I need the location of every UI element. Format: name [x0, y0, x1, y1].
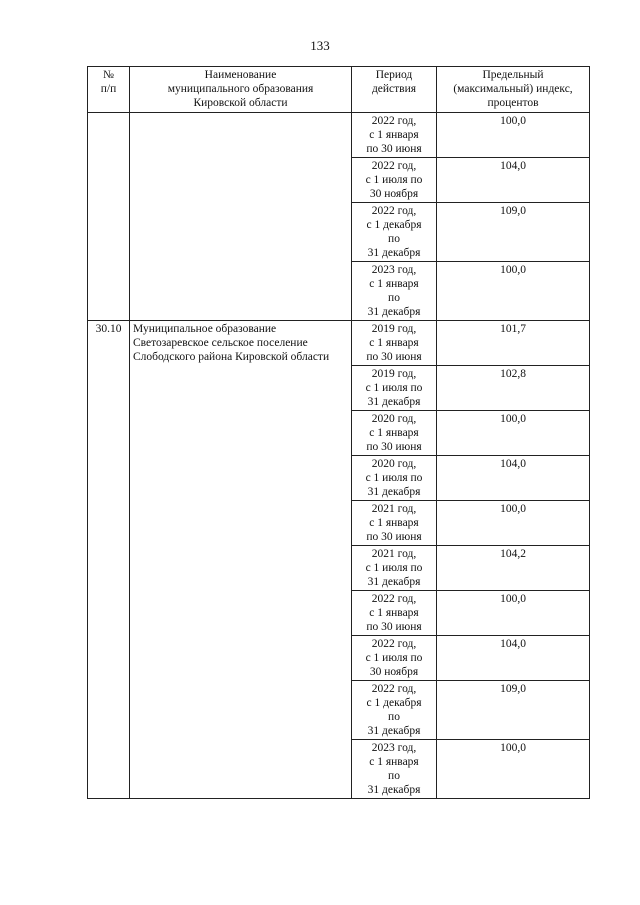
index-value-cell: 100,0	[437, 591, 590, 636]
period-cell: 2020 год, с 1 января по 30 июня	[352, 411, 437, 456]
period-cell: 2022 год, с 1 декабря по 31 декабря	[352, 681, 437, 740]
period-cell: 2022 год, с 1 декабря по 31 декабря	[352, 203, 437, 262]
period-cell: 2021 год, с 1 июля по 31 декабря	[352, 546, 437, 591]
period-cell: 2022 год, с 1 июля по 30 ноября	[352, 158, 437, 203]
header-number: № п/п	[88, 67, 130, 113]
index-value-cell: 100,0	[437, 262, 590, 321]
period-cell: 2019 год, с 1 января по 30 июня	[352, 321, 437, 366]
index-value-cell: 104,0	[437, 456, 590, 501]
table-row	[88, 321, 590, 366]
index-value-cell: 104,0	[437, 158, 590, 203]
index-value-cell: 102,8	[437, 366, 590, 411]
index-value-cell: 100,0	[437, 113, 590, 158]
index-value-cell: 101,7	[437, 321, 590, 366]
page-number: 133	[310, 38, 330, 53]
row-number	[88, 113, 130, 321]
period-cell: 2022 год, с 1 января по 30 июня	[352, 591, 437, 636]
header-period: Период действия	[352, 67, 437, 113]
table-body	[88, 113, 590, 799]
index-value-cell: 109,0	[437, 681, 590, 740]
index-value-cell: 100,0	[437, 411, 590, 456]
municipality-name: Муниципальное образование Светозаревское сельское поселение Слободского района Кировской области	[130, 321, 352, 799]
period-cell: 2022 год, с 1 июля по 30 ноября	[352, 636, 437, 681]
period-cell: 2022 год, с 1 января по 30 июня	[352, 113, 437, 158]
period-cell: 2019 год, с 1 июля по 31 декабря	[352, 366, 437, 411]
period-cell: 2020 год, с 1 июля по 31 декабря	[352, 456, 437, 501]
period-cell: 2023 год, с 1 января по 31 декабря	[352, 262, 437, 321]
index-value-cell: 100,0	[437, 740, 590, 799]
period-cell: 2023 год, с 1 января по 31 декабря	[352, 740, 437, 799]
table-row	[88, 113, 590, 158]
period-cell: 2021 год, с 1 января по 30 июня	[352, 501, 437, 546]
index-value-cell: 100,0	[437, 501, 590, 546]
index-value-cell: 104,0	[437, 636, 590, 681]
index-value-cell: 104,2	[437, 546, 590, 591]
row-number: 30.10	[88, 321, 130, 799]
tariff-index-table	[87, 66, 590, 799]
header-municipality: Наименование муниципального образования Кировской области	[130, 67, 352, 113]
header-index: Предельный (максимальный) индекс, процентов	[437, 67, 590, 113]
index-value-cell: 109,0	[437, 203, 590, 262]
municipality-name	[130, 113, 352, 321]
table-header-row	[88, 67, 590, 113]
